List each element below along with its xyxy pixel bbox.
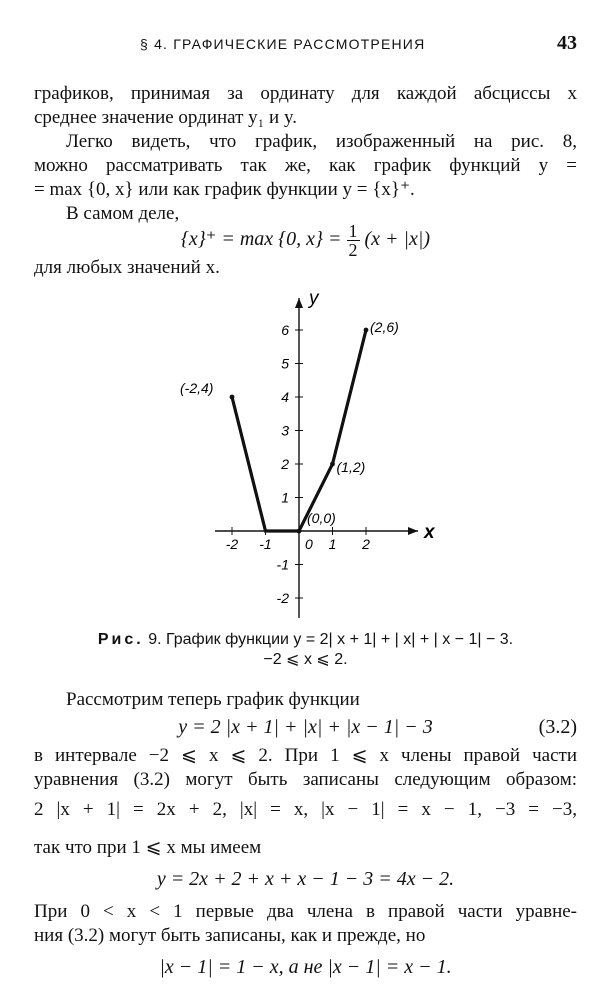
text-line: так что при 1 ⩽ x мы имеем [34,837,262,858]
x-tick-label: -1 [259,536,272,552]
section-title: § 4. ГРАФИЧЕСКИЕ РАССМОТРЕНИЯ [140,36,426,52]
formula-3-2-body: y = 2 |x + 1| + |x| + |x − 1| − 3 [178,716,433,738]
text-line: ния (3.2) могут быть записаны, как и прежде, но [34,925,426,946]
fraction-numerator: 1 [348,221,358,241]
formula-abs: |x − 1| = 1 − x, а не |x − 1| = x − 1. [159,956,452,978]
figure-caption [0,630,611,650]
page-number: 43 [557,32,577,54]
equation-number: (3.2) [538,716,577,738]
origin-label: 0 [305,536,313,552]
formula-left: {x}⁺ = max {0, x} = [180,228,342,251]
fraction-denominator: 2 [348,240,358,260]
point-label: (1,2) [336,459,366,475]
text-line: можно рассматривать так же, как график функций y = [34,155,577,176]
caption-line1: 9. График функции y = 2| x + 1| + | x| + | x − 1| − 3. [148,631,514,648]
formula-4x-2: y = 2x + 2 + x + x − 1 − 3 = 4x − 2. [156,868,455,890]
text-line: для любых значений x. [34,257,220,278]
text-line: При 0 < x < 1 первые два члена в правой части уравне- [34,901,577,922]
x-tick-label: -2 [225,536,239,552]
point-label: (-2,4) [180,380,214,396]
text-line: = max {0, x} или как график функции y = {x}⁺. [34,179,415,200]
y-axis-label: y [309,288,319,309]
x-axis-arrow [408,527,418,535]
text-line: Рассмотрим теперь график функции [66,689,360,710]
text-line: уравнения (3.2) могут быть записаны следующим образом: [34,769,577,790]
figure-caption-range: −2 ⩽ x ⩽ 2. [263,651,348,668]
text-line: 2 |x + 1| = 2x + 2, |x| = x, |x − 1| = x − 1, −3 = −3, [34,799,577,820]
data-point [330,462,335,467]
data-point [364,328,369,333]
text-line: в интервале −2 ⩽ x ⩽ 2. При 1 ⩽ x члены правой части [34,745,577,766]
y-tick-label: 2 [281,456,289,472]
y-tick-label: 1 [281,489,289,506]
formula-3-2 [0,714,611,740]
text-line: графиков, принимая за ординату для каждой абсциссы x [34,83,577,104]
formula-right: (x + |x|) [364,228,431,251]
caption-prefix: Рис. [97,631,144,648]
x-axis-label: x [424,522,435,543]
y-tick-label: 5 [281,355,289,372]
x-tick-label: 2 [362,536,370,552]
x-tick-label: 1 [328,536,337,552]
data-point [230,395,235,400]
text-line: В самом деле, [66,203,180,224]
point-label: (2,6) [370,319,399,335]
data-point [297,529,302,534]
point-label: (0,0) [307,510,336,526]
y-tick-label: -1 [276,556,289,573]
y-tick-label: 6 [281,322,289,338]
text-line: Легко видеть, что график, изображенный на рис. 8, [66,131,577,152]
y-tick-label: 3 [281,422,289,439]
y-tick-label: -2 [276,590,289,606]
text-line: среднее значение ординат y₁ и y. [34,107,297,128]
y-tick-label: 4 [281,389,289,405]
y-axis-arrow [295,298,303,308]
